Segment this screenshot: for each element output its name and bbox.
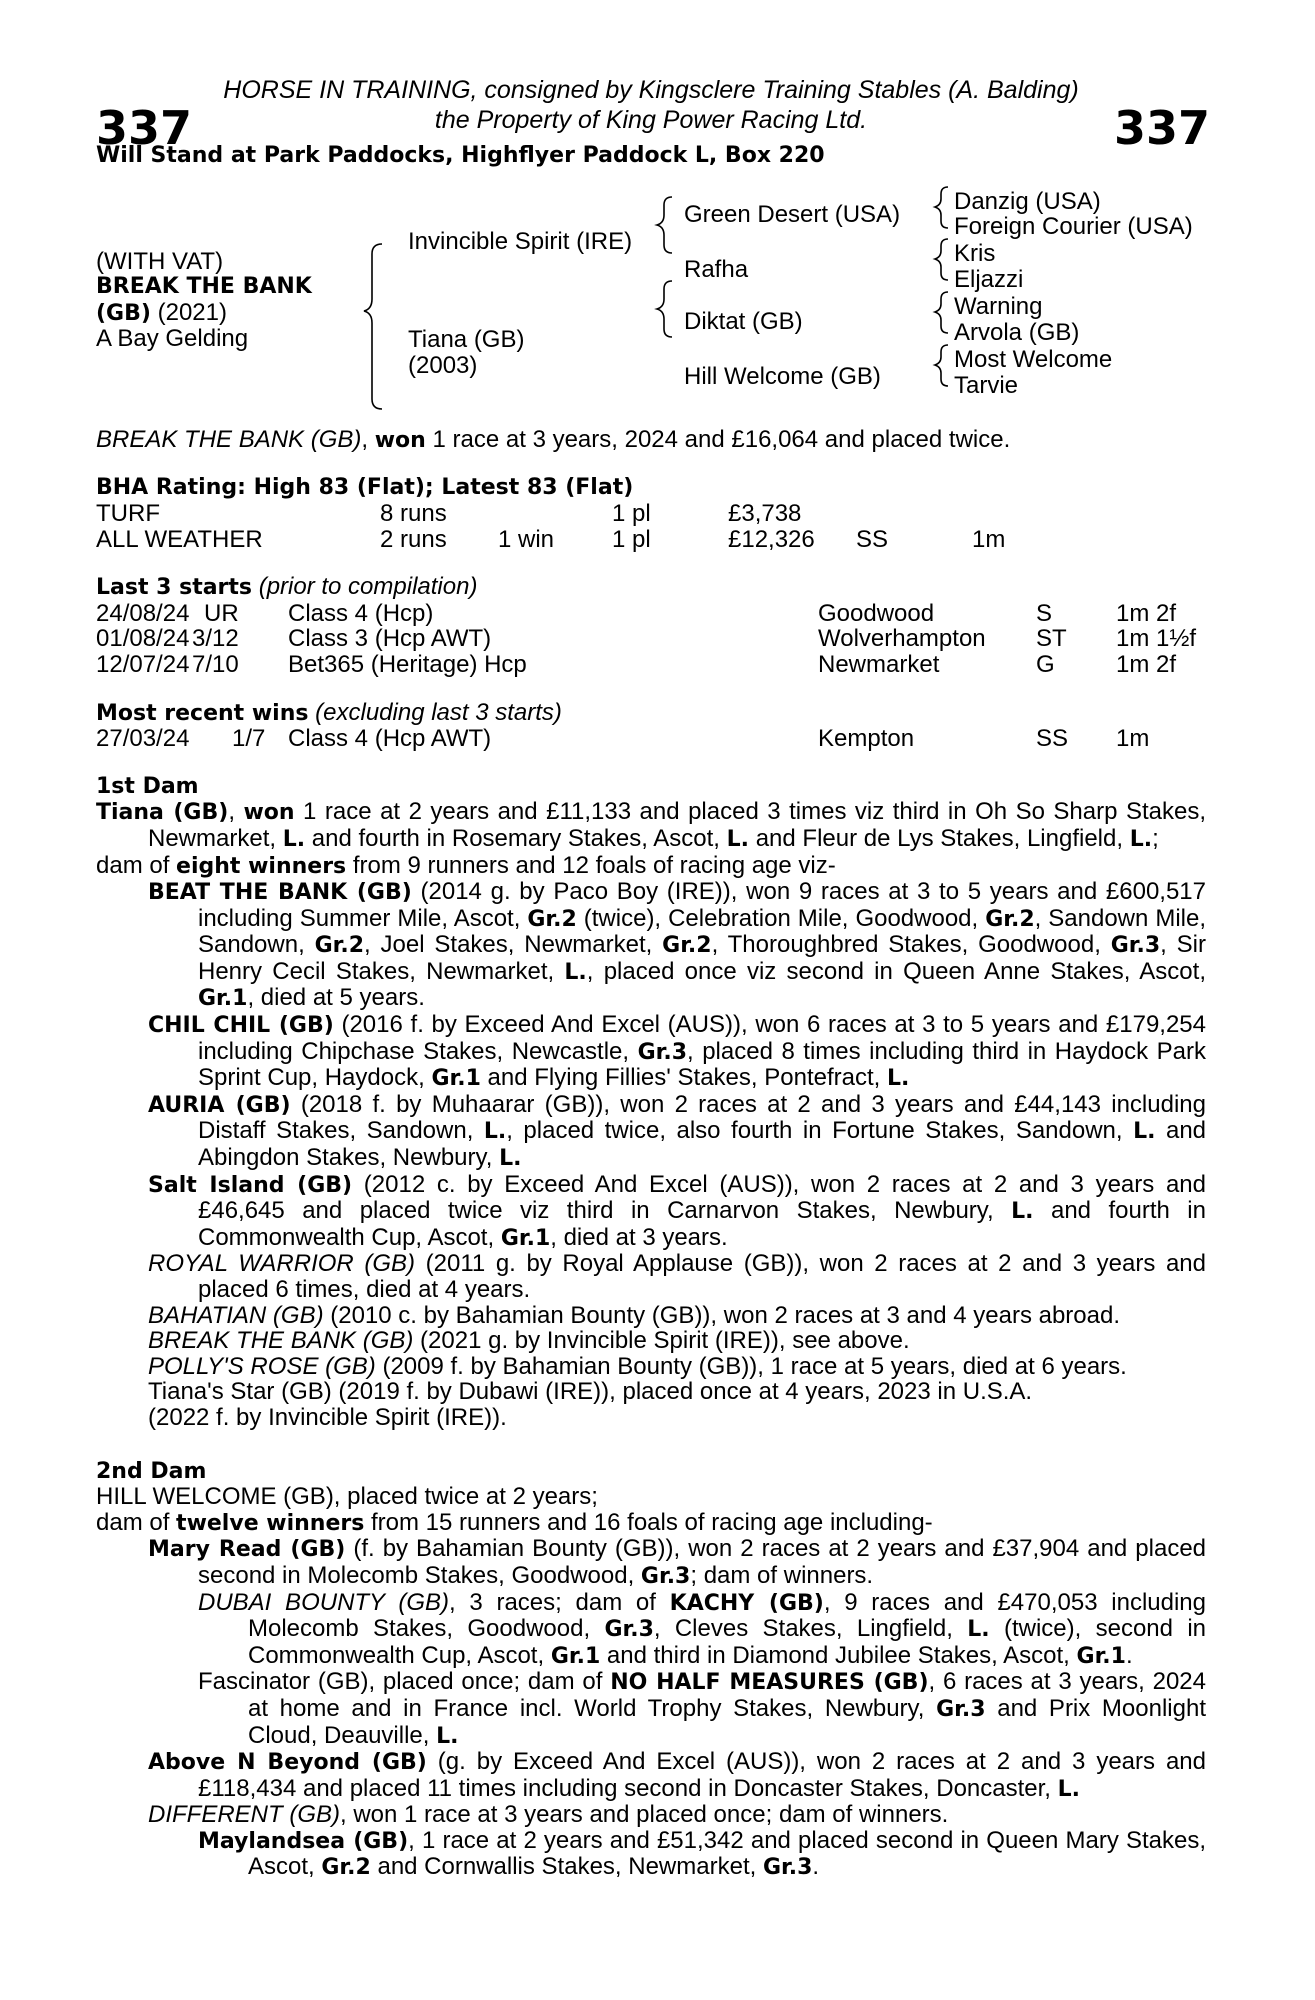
- horse-year: (2021): [150, 298, 227, 326]
- listed-mark: L.: [483, 1119, 507, 1145]
- start-course: Wolverhampton: [818, 625, 986, 653]
- text: (2010 c. by Bahamian Bounty (GB)), won 2 races at 3 and 4 years abroad.: [323, 1301, 1121, 1329]
- won-label: won: [243, 800, 295, 826]
- listed-mark: L.: [886, 1066, 910, 1092]
- produce-name: Salt Island (GB): [148, 1172, 353, 1198]
- text: and fourth in Commonwealth Cup, Ascot,: [198, 1197, 1206, 1251]
- text: (f. by Bahamian Bounty (GB)), won 2 races at 2 years and £37,904 and placed second in Molecomb Stakes, Goodwood,: [198, 1535, 1207, 1589]
- rating-placed: 1 pl: [612, 525, 651, 553]
- first-dam-produce-summary: [96, 853, 1206, 880]
- great-grandparent-3: Kris: [954, 239, 996, 267]
- listed-mark: L.: [282, 826, 306, 852]
- text: and third in Diamond Jubilee Stakes, Ascot,: [600, 1641, 1077, 1669]
- rating-row-turf: [96, 501, 1206, 527]
- first-dam-heading: 1st Dam: [96, 773, 199, 799]
- text: ;: [1152, 824, 1159, 852]
- horse-name: BREAK THE BANK: [96, 273, 312, 299]
- text: (g. by Exceed And Excel (AUS)), won 2 races at 2 and 3 years and £118,434 and placed 11 times including second in Doncaster Stakes, Doncaster,: [198, 1748, 1207, 1802]
- winner-name: NO HALF MEASURES (GB): [610, 1670, 929, 1696]
- start-course: Newmarket: [818, 650, 940, 678]
- text: 1 race at 2 years and £11,133 and placed 3 times viz third in Oh So Sharp Stakes, Newmarket,: [148, 798, 1206, 852]
- produce-name: DIFFERENT (GB): [148, 1801, 340, 1829]
- text: and Prix Moonlight Cloud, Deauville,: [248, 1694, 1206, 1749]
- great-grandparent-1: Danzig (USA): [954, 187, 1101, 215]
- start-race: Class 3 (Hcp AWT): [288, 625, 492, 653]
- text: (2014 g. by Paco Boy (IRE)), won 9 races at 3 to 5 years and £600,517 including Summer Mile, Ascot,: [198, 878, 1207, 932]
- start-row: [96, 601, 1206, 627]
- start-date: 12/07/24: [96, 650, 190, 678]
- summary-text: 1 race at 3 years, 2024 and £16,064 and placed twice.: [425, 425, 1011, 453]
- last-starts-title: Last 3 starts: [96, 575, 253, 601]
- start-position: 7/10: [192, 650, 239, 678]
- text: (2021 g. by Invincible Spirit (IRE)), see above.: [413, 1327, 910, 1355]
- text: and Flying Fillies' Stakes, Pontefract,: [480, 1064, 887, 1092]
- text: , 1 race at 2 years and £51,342 and placed second in Queen Mary Stakes, Ascot,: [248, 1826, 1207, 1881]
- start-going: S: [1036, 599, 1053, 627]
- start-race: Class 4 (Hcp): [288, 599, 434, 627]
- first-dam-record: [96, 799, 1206, 852]
- text: (2018 f. by Muhaarar (GB)), won 2 races at 2 and 3 years and £44,143 including Distaff Stakes, Sandown,: [198, 1090, 1206, 1145]
- text: , won 1 race at 3 years and placed once; dam of winners.: [340, 1801, 949, 1829]
- text: Fascinator (GB), placed once; dam of: [198, 1668, 611, 1696]
- grade-mark: Gr.1: [431, 1066, 481, 1092]
- listed-mark: L.: [564, 959, 587, 985]
- produce-name: BREAK THE BANK (GB): [148, 1327, 414, 1355]
- grade-mark: Gr.2: [527, 906, 577, 932]
- grade-mark: Gr.1: [198, 986, 248, 1012]
- vat-label: (WITH VAT): [96, 247, 224, 275]
- listed-mark: L.: [436, 1723, 459, 1749]
- text: (2009 f. by Bahamian Bounty (GB)), 1 race at 5 years, died at 6 years.: [375, 1352, 1127, 1380]
- produce-name: DUBAI BOUNTY (GB): [198, 1588, 450, 1616]
- great-grandparent-4: Eljazzi: [954, 265, 1024, 293]
- rating-title: BHA Rating: High 83 (Flat); Latest 83 (Flat): [96, 475, 634, 501]
- produce-name: BAHATIAN (GB): [148, 1301, 324, 1329]
- great-grandparent-5: Warning: [954, 292, 1043, 320]
- grand-produce-entry: [96, 1669, 1206, 1749]
- text: from 15 runners and 16 foals of racing age including-: [364, 1508, 933, 1536]
- rating-prize: £12,326: [728, 525, 815, 553]
- grade-mark: Gr.3: [762, 1855, 813, 1881]
- win-going: SS: [1036, 725, 1069, 753]
- horse-origin: (GB): [96, 300, 151, 326]
- rating-surface: ALL WEATHER: [96, 525, 263, 553]
- text: (2011 g. by Royal Applause (GB)), won 2 races at 2 and 3 years and placed 6 times, died at 4 years.: [198, 1250, 1206, 1303]
- grade-mark: Gr.1: [550, 1643, 601, 1669]
- summary-won: won: [374, 427, 426, 453]
- start-distance: 1m 1½f: [1116, 625, 1197, 653]
- lot-number-left: 337: [96, 101, 193, 155]
- start-position: 3/12: [192, 625, 239, 653]
- grand-produce-entry: [96, 1828, 1206, 1881]
- start-position: UR: [204, 599, 239, 627]
- pedigree-table: [96, 169, 1206, 419]
- sire: Invincible Spirit (IRE): [408, 227, 633, 255]
- produce-entry: [96, 1303, 1206, 1329]
- produce-name: Maylandsea (GB): [198, 1828, 409, 1854]
- text: , died at 5 years.: [247, 984, 425, 1012]
- great-grandparent-7: Most Welcome: [954, 345, 1113, 373]
- grade-mark: Gr.2: [314, 933, 365, 959]
- listed-mark: L.: [499, 1146, 522, 1172]
- rating-prize: £3,738: [728, 499, 802, 527]
- start-row: [96, 652, 1206, 678]
- produce-entry: [96, 1328, 1206, 1354]
- listed-mark: L.: [967, 1617, 990, 1643]
- start-course: Goodwood: [818, 599, 935, 627]
- produce-name: CHIL CHIL (GB): [148, 1013, 334, 1039]
- text: dam of: [96, 851, 177, 879]
- grade-mark: Gr.2: [321, 1855, 371, 1881]
- last-starts-note: (prior to compilation): [252, 573, 478, 601]
- produce-entry: [96, 1802, 1206, 1828]
- start-row: [96, 626, 1206, 652]
- winners-count: twelve winners: [176, 1510, 365, 1536]
- recent-wins-section: [96, 700, 1206, 752]
- text: .: [812, 1853, 820, 1881]
- text: and fourth in Rosemary Stakes, Ascot,: [305, 824, 727, 852]
- dam-year: (2003): [408, 351, 478, 379]
- text: dam of: [96, 1508, 177, 1536]
- rating-distance: 1m: [972, 525, 1006, 553]
- produce-name: AURIA (GB): [148, 1092, 291, 1118]
- grade-mark: Gr.2: [985, 906, 1035, 932]
- stand-location: Will Stand at Park Paddocks, Highflyer Paddock L, Box 220: [96, 143, 825, 169]
- grade-mark: Gr.3: [936, 1696, 986, 1722]
- produce-entry: [96, 1092, 1206, 1172]
- grand-produce-entry: [96, 1590, 1206, 1670]
- grade-mark: Gr.3: [640, 1563, 691, 1589]
- dam-name: Tiana (GB): [96, 800, 229, 826]
- horse-description: A Bay Gelding: [96, 324, 249, 352]
- rating-section: [96, 475, 1206, 552]
- text: , 6 races at 3 years, 2024 at home and in France incl. World Trophy Stakes, Newbury,: [248, 1668, 1207, 1722]
- produce-entry: [96, 1012, 1206, 1092]
- summary-sep: ,: [361, 425, 375, 453]
- race-summary: [96, 427, 1206, 454]
- win-distance: 1m: [1116, 725, 1150, 753]
- great-grandparent-8: Tarvie: [954, 371, 1019, 399]
- consignor-line: HORSE IN TRAINING, consigned by Kingsclere Training Stables (A. Balding): [223, 76, 1079, 104]
- grade-mark: Gr.1: [500, 1225, 551, 1251]
- last-starts-section: [96, 574, 1206, 677]
- property-line: the Property of King Power Racing Ltd.: [434, 105, 868, 134]
- text: ; dam of winners.: [690, 1561, 874, 1589]
- listed-mark: L.: [726, 826, 750, 852]
- text: , placed 8 times including third in Haydock Park Sprint Cup, Haydock,: [198, 1037, 1206, 1092]
- recent-wins-note: (excluding last 3 starts): [308, 698, 562, 726]
- text: , Thoroughbred Stakes, Goodwood,: [711, 931, 1111, 959]
- rating-row-all-weather: [96, 527, 1206, 553]
- start-going: G: [1036, 650, 1055, 678]
- recent-wins-title: Most recent wins: [96, 700, 309, 726]
- grade-mark: Gr.2: [662, 933, 712, 959]
- produce-entry: [96, 879, 1206, 1012]
- dam-sire: Diktat (GB): [684, 307, 803, 335]
- second-dam-section: [96, 1459, 1206, 1882]
- rating-runs: 2 runs: [380, 525, 447, 553]
- text: (2016 f. by Exceed And Excel (AUS)), won 6 races at 3 to 5 years and £179,254 including Chipchase Stakes, Newcastle,: [198, 1011, 1207, 1065]
- sire-dam: Rafha: [684, 255, 749, 283]
- text: (twice), Celebration Mile, Goodwood,: [576, 904, 986, 932]
- produce-name: Mary Read (GB): [148, 1537, 346, 1563]
- produce-entry: [96, 1354, 1206, 1380]
- winner-name: KACHY (GB): [669, 1590, 824, 1616]
- dam-dam: Hill Welcome (GB): [684, 362, 881, 390]
- listed-mark: L.: [1011, 1199, 1034, 1225]
- rating-runs: 8 runs: [380, 499, 447, 527]
- start-date: 01/08/24: [96, 625, 190, 653]
- second-dam-heading: 2nd Dam: [96, 1458, 207, 1484]
- text: (2012 c. by Exceed And Excel (AUS)), won 2 races at 2 and 3 years and £46,645 and placed twice viz third in Carnarvon Stakes, Newbury,: [198, 1170, 1206, 1225]
- listed-mark: L.: [1133, 1119, 1156, 1145]
- text: and Abingdon Stakes, Newbury,: [198, 1117, 1207, 1172]
- produce-entry: [96, 1536, 1206, 1589]
- listed-mark: L.: [1057, 1776, 1081, 1802]
- text: , Sandown Mile, Sandown,: [198, 904, 1206, 959]
- text: from 9 runners and 12 foals of racing age viz-: [346, 851, 836, 879]
- rating-surface: TURF: [96, 499, 160, 527]
- text: , placed once viz second in Queen Anne Stakes, Ascot,: [586, 957, 1206, 985]
- produce-name: Above N Beyond (GB): [148, 1750, 427, 1776]
- produce-entry: [96, 1172, 1206, 1252]
- win-race: Class 4 (Hcp AWT): [288, 725, 492, 753]
- win-position: 1/7: [232, 725, 266, 753]
- text: , Sir Henry Cecil Stakes, Newmarket,: [198, 931, 1207, 985]
- sire-sire: Green Desert (USA): [684, 200, 901, 228]
- lot-number-right: 337: [1113, 101, 1210, 155]
- text: , died at 3 years.: [550, 1223, 728, 1251]
- text: and Fleur de Lys Stakes, Lingfield,: [749, 824, 1130, 852]
- dam: Tiana (GB): [408, 325, 525, 353]
- text: (twice), second in Commonwealth Cup, Ascot,: [248, 1615, 1206, 1669]
- text: , 3 races; dam of: [449, 1588, 670, 1616]
- rating-wins: 1 win: [498, 525, 555, 553]
- first-dam-section: [96, 774, 1206, 1431]
- produce-entry: Tiana's Star (GB) (2019 f. by Dubawi (IRE)), placed once at 4 years, 2023 in U.S.A.: [148, 1378, 1033, 1406]
- win-date: 27/03/24: [96, 725, 190, 753]
- last-starts-heading: [96, 574, 1206, 601]
- listed-mark: L.: [1129, 826, 1153, 852]
- grade-mark: Gr.3: [1110, 933, 1161, 959]
- catalogue-page: [96, 76, 1210, 1881]
- produce-name: ROYAL WARRIOR (GB): [148, 1250, 416, 1278]
- grade-mark: Gr.1: [1076, 1643, 1126, 1669]
- great-grandparent-2: Foreign Courier (USA): [954, 212, 1193, 240]
- rating-placed: 1 pl: [612, 499, 651, 527]
- recent-wins-heading: [96, 700, 1206, 727]
- text: .: [1125, 1641, 1133, 1669]
- rating-going: SS: [856, 525, 889, 553]
- winners-count: eight winners: [176, 853, 347, 879]
- start-going: ST: [1036, 625, 1067, 653]
- second-dam-produce-summary: [96, 1510, 1206, 1537]
- grade-mark: Gr.3: [637, 1039, 688, 1065]
- summary-horse-name: BREAK THE BANK (GB): [96, 425, 362, 453]
- produce-entry: (2022 f. by Invincible Spirit (IRE)).: [148, 1403, 507, 1431]
- grade-mark: Gr.3: [604, 1617, 654, 1643]
- text: , placed twice, also fourth in Fortune Stakes, Sandown,: [506, 1117, 1134, 1145]
- great-grandparent-6: Arvola (GB): [954, 318, 1080, 346]
- win-row: [96, 726, 1206, 752]
- second-dam-record: HILL WELCOME (GB), placed twice at 2 years;: [96, 1483, 598, 1511]
- produce-entry: [96, 1251, 1206, 1302]
- text: , 9 races and £470,053 including Molecomb Stakes, Goodwood,: [248, 1588, 1206, 1643]
- produce-name: POLLY'S ROSE (GB): [148, 1352, 376, 1380]
- sep: ,: [228, 798, 244, 826]
- start-date: 24/08/24: [96, 599, 190, 627]
- start-race: Bet365 (Heritage) Hcp: [288, 650, 527, 678]
- win-course: Kempton: [818, 725, 915, 753]
- start-distance: 1m 2f: [1116, 599, 1177, 627]
- start-distance: 1m 2f: [1116, 650, 1177, 678]
- text: , Cleves Stakes, Lingfield,: [653, 1615, 968, 1643]
- text: and Cornwallis Stakes, Newmarket,: [370, 1853, 763, 1881]
- produce-name: BEAT THE BANK (GB): [148, 880, 412, 906]
- produce-entry: [96, 1749, 1206, 1802]
- text: , Joel Stakes, Newmarket,: [364, 931, 663, 959]
